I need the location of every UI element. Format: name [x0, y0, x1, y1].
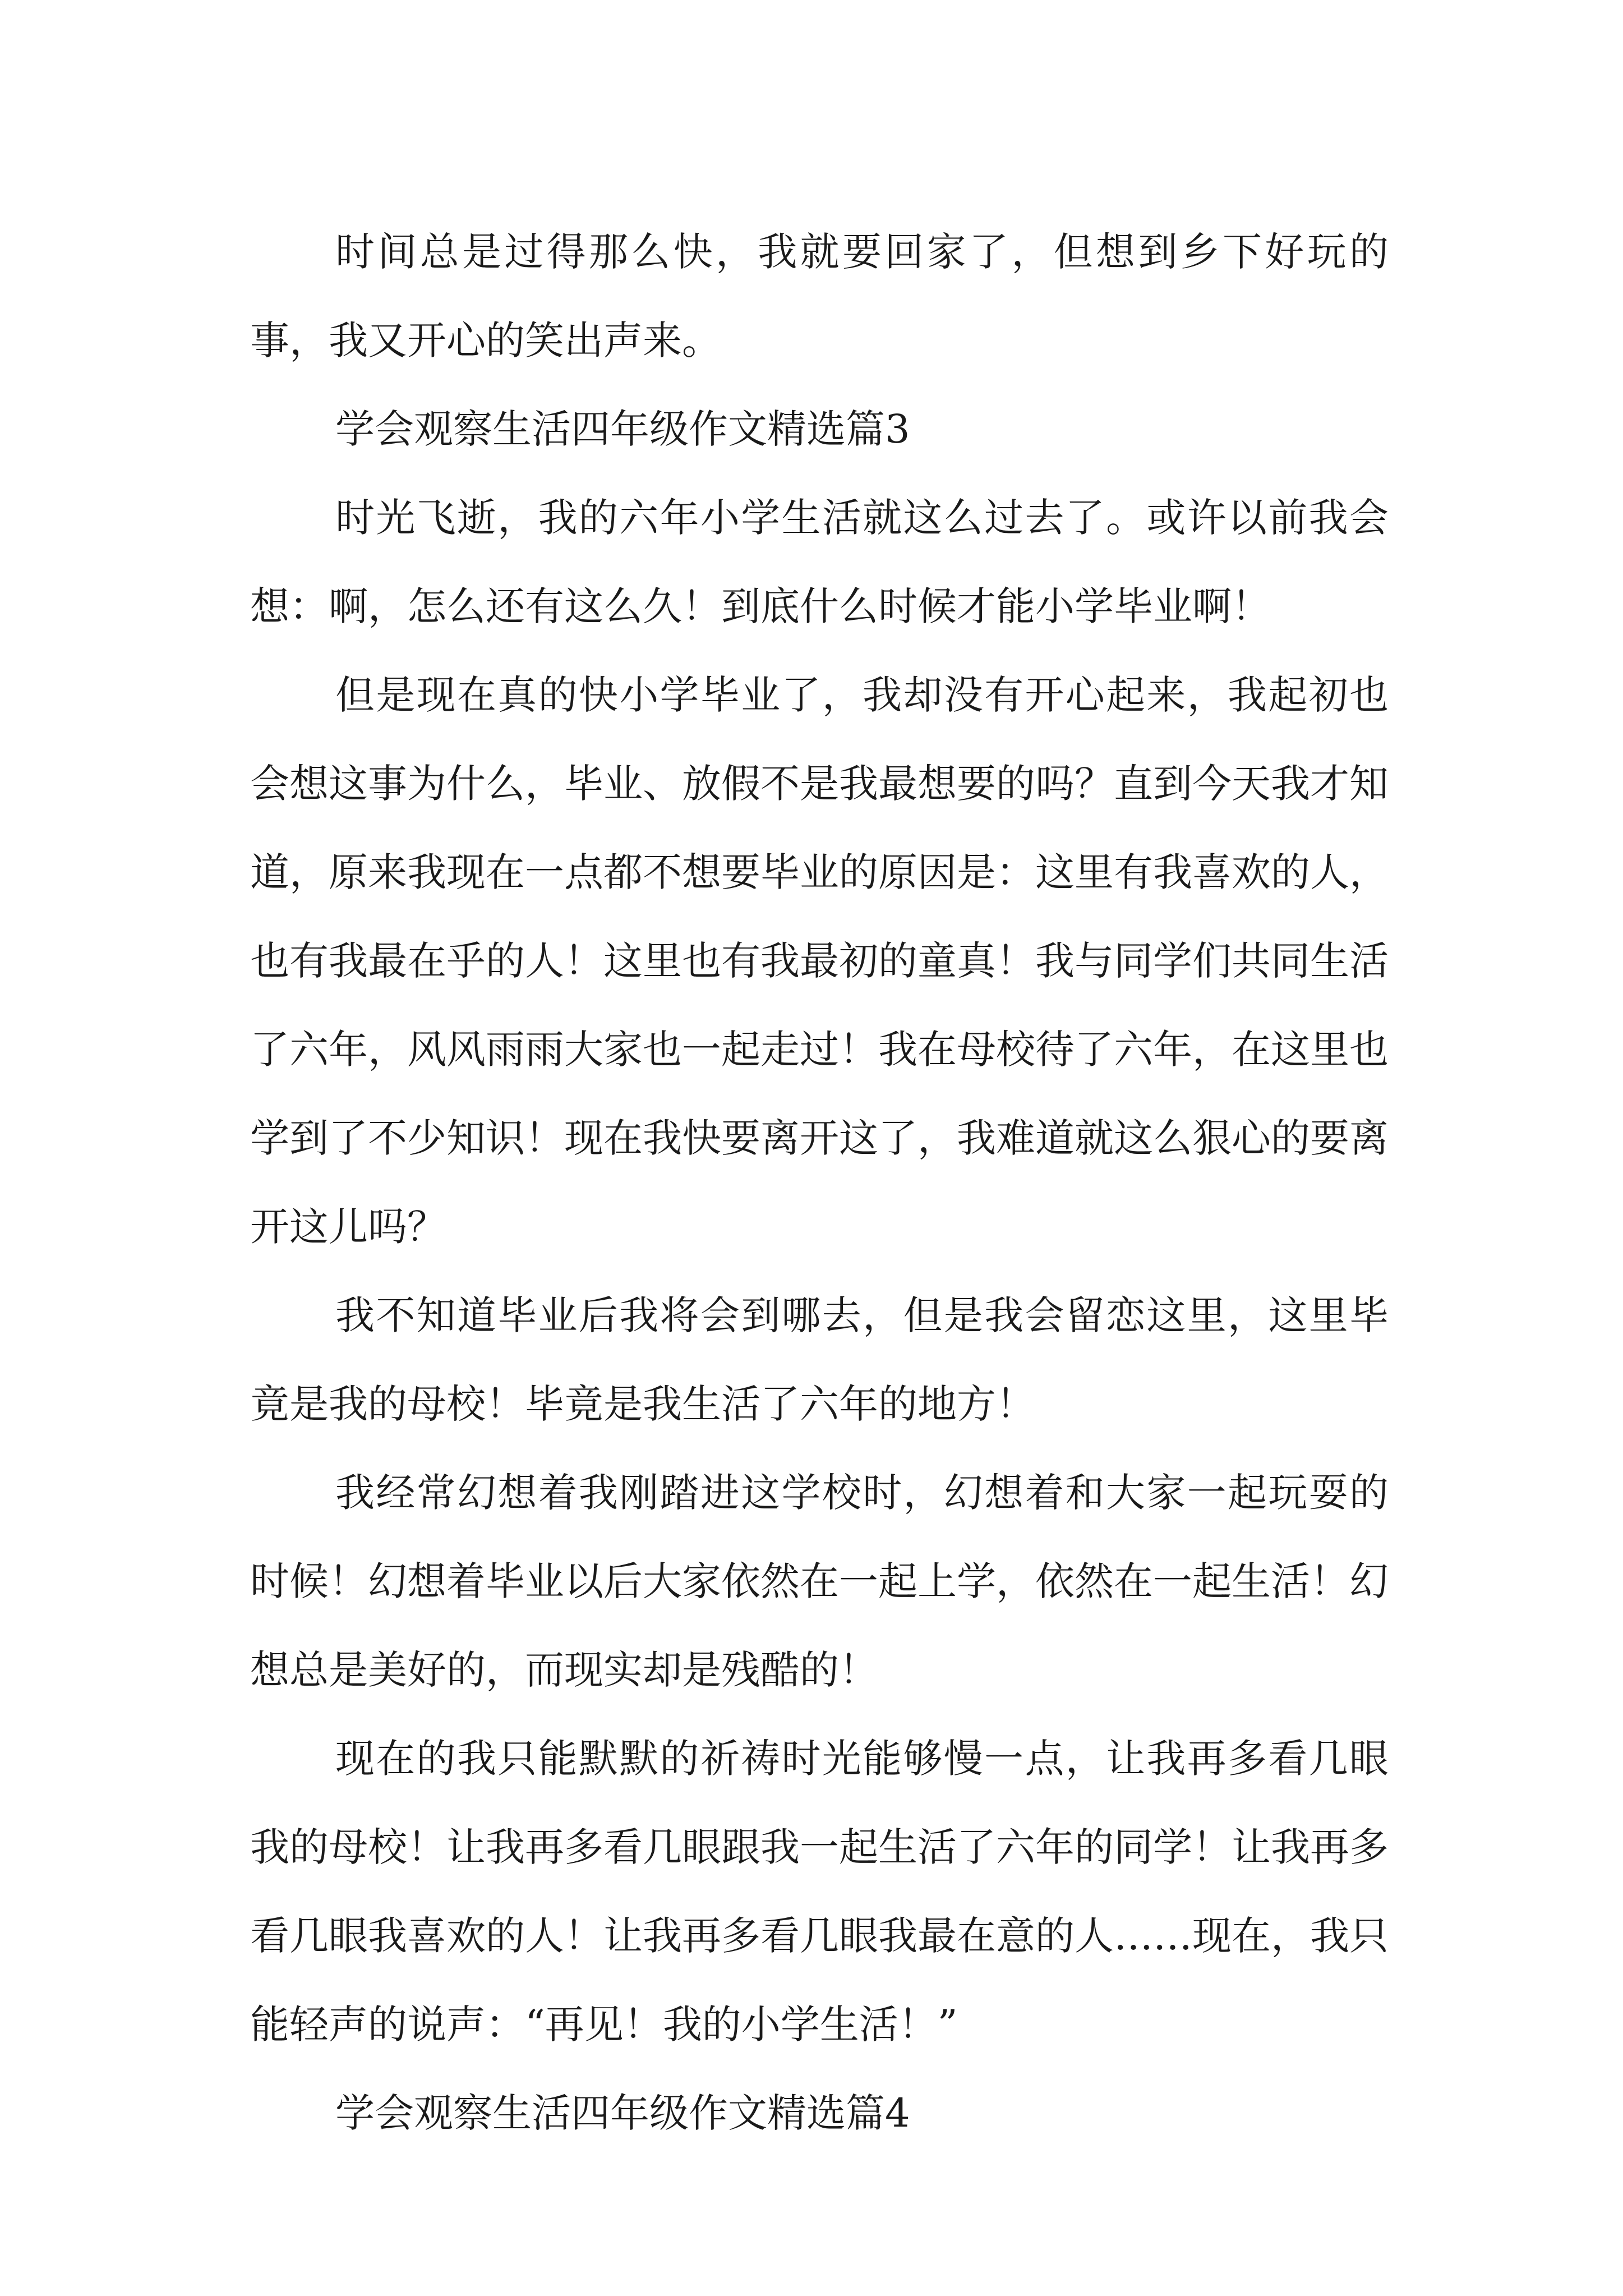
paragraph-3: 但是现在真的快小学毕业了，我却没有开心起来，我起初也会想这事为什么，毕业、放假不是我最想要的吗？直到今天我才知道，原来我现在一点都不想要毕业的原因是：这里有我喜欢的人，也有我最在乎的人！这里也有我最初的童真！我与同学们共同生活了六年，风风雨雨大家也一起走过！我在母校待了六年，在这里也学到了不少知识！现在我快要离开这了，我难道就这么狠心的要离开这儿吗？ [250, 672, 1389, 1250]
section-heading-3: 学会观察生活四年级作文精选篇3 [335, 406, 910, 452]
paragraph-1: 时间总是过得那么快，我就要回家了，但想到乡下好玩的事，我又开心的笑出声来。 [250, 229, 1389, 364]
section-heading-4: 学会观察生活四年级作文精选篇4 [335, 2090, 910, 2136]
paragraph-4: 我不知道毕业后我将会到哪去，但是我会留恋这里，这里毕竟是我的母校！毕竟是我生活了六年的地方！ [250, 1292, 1389, 1427]
paragraph-2: 时光飞逝，我的六年小学生活就这么过去了。或许以前我会想：啊，怎么还有这么久！到底什么时候才能小学毕业啊！ [250, 495, 1389, 629]
paragraph-6: 现在的我只能默默的祈祷时光能够慢一点，让我再多看几眼我的母校！让我再多看几眼跟我一起生活了六年的同学！让我再多看几眼我喜欢的人！让我再多看几眼我最在意的人……现在，我只能轻声的说声：“再见！我的小学生活！” [250, 1736, 1389, 2047]
paragraph-5: 我经常幻想着我刚踏进这学校时，幻想着和大家一起玩耍的时候！幻想着毕业以后大家依然在一起上学，依然在一起生活！幻想总是美好的，而现实却是残酷的！ [250, 1470, 1389, 1693]
document-body [250, 208, 1389, 2157]
